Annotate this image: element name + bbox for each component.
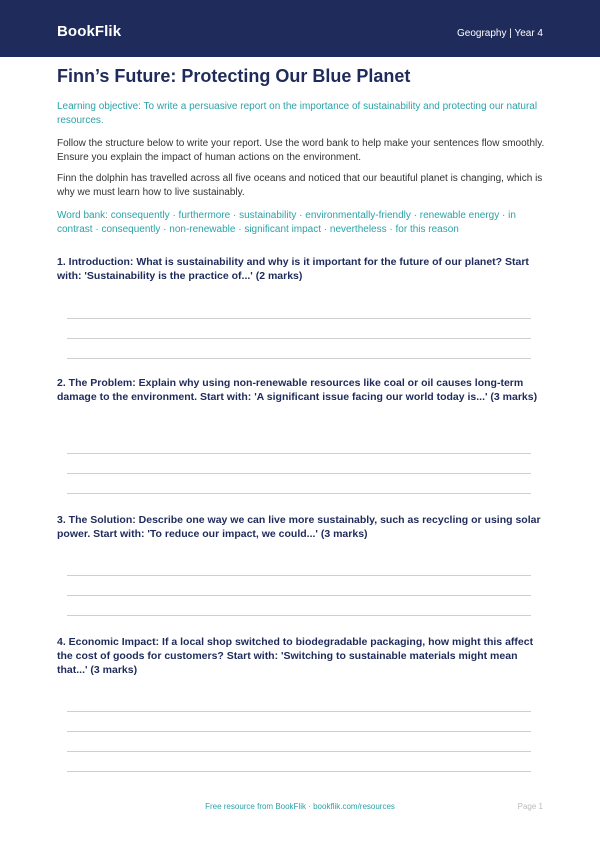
- answer-line[interactable]: [67, 751, 531, 752]
- footer-link[interactable]: Free resource from BookFlik · bookflik.com/resources: [205, 802, 395, 811]
- answer-line[interactable]: [67, 595, 531, 596]
- page-title: Finn’s Future: Protecting Our Blue Planet: [57, 66, 411, 86]
- answer-line[interactable]: [67, 338, 531, 339]
- instructions: Follow the structure below to write your report. Use the word bank to help make your sentences flow smoothly. Ensure you explain the impact of human actions on the environment.: [57, 138, 545, 163]
- word-bank: Word bank: consequently · furthermore · sustainability · environmentally-friendly · renewable energy · in contrast · consequently · non-renewable · significant impact · nevertheless · for this reason: [57, 210, 516, 235]
- page-number: Page 1: [517, 802, 543, 811]
- answer-line[interactable]: [67, 473, 531, 474]
- brand-logo: BookFlik: [57, 23, 122, 40]
- question-4: 4. Economic Impact: If a local shop switched to biodegradable packaging, how might this affect the cost of goods for customers? Start with: 'Switching to sustainable materials might mean that...' (3 marks): [57, 636, 534, 676]
- answer-line[interactable]: [67, 358, 531, 359]
- answer-line[interactable]: [67, 771, 531, 772]
- page-header: [0, 0, 600, 57]
- story-intro: Finn the dolphin has travelled across all five oceans and noticed that our beautiful planet is changing, which is why we must learn how to live sustainably.: [57, 173, 543, 198]
- answer-line[interactable]: [67, 615, 531, 616]
- question-3: 3. The Solution: Describe one way we can live more sustainably, such as recycling or using solar power. Start with: 'To reduce our impact, we could...' (3 marks): [57, 514, 541, 540]
- question-1: 1. Introduction: What is sustainability and why is it important for the future of our planet? Start with: 'Sustainability is the practice of...' (2 marks): [57, 256, 529, 282]
- learning-objective: Learning objective: To write a persuasive report on the importance of sustainability and protecting our natural resources.: [57, 101, 538, 126]
- answer-line[interactable]: [67, 575, 531, 576]
- question-2: 2. The Problem: Explain why using non-renewable resources like coal or oil causes long-term damage to the environment. Start with: 'A significant issue facing our world today is...' (3 marks): [57, 377, 538, 403]
- answer-line[interactable]: [67, 318, 531, 319]
- answer-line[interactable]: [67, 731, 531, 732]
- answer-line[interactable]: [67, 711, 531, 712]
- answer-line[interactable]: [67, 453, 531, 454]
- subject-year-label: Geography | Year 4: [457, 28, 543, 39]
- answer-line[interactable]: [67, 493, 531, 494]
